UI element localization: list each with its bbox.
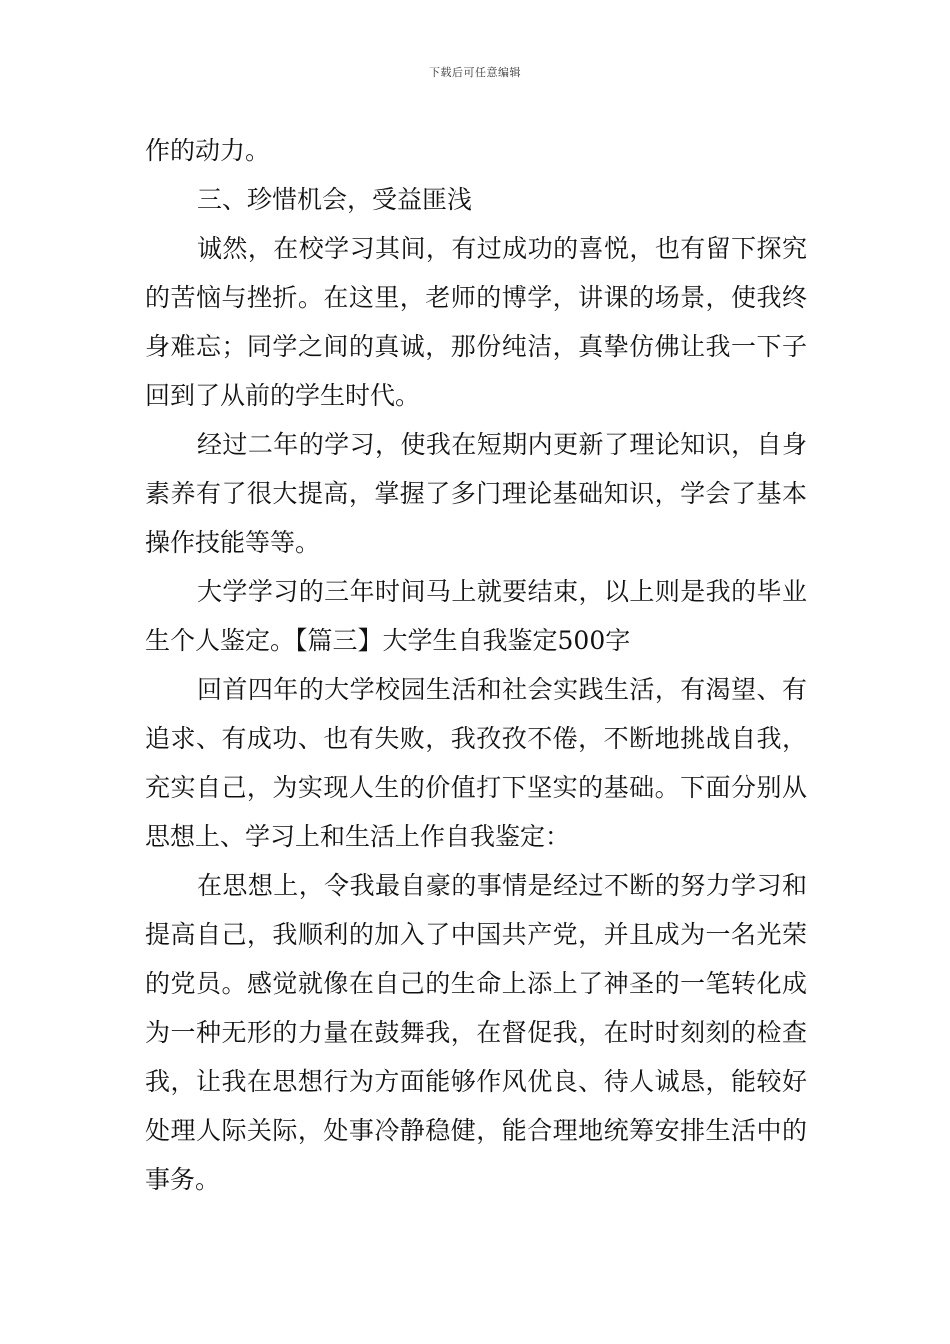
- page-header: 下载后可任意编辑: [429, 66, 521, 79]
- paragraph-2: 诚然，在校学习其间，有过成功的喜悦，也有留下探究的苦恼与挫折。在这里，老师的博学，讲课的场景，使我终身难忘；同学之间的真诚，那份纯洁，真挚仿佛让我一下子回到了从前的学生时代。: [145, 234, 807, 410]
- paragraph-6: 在思想上，令我最自豪的事情是经过不断的努力学习和提高自己，我顺利的加入了中国共产党，并且成为一名光荣的党员。感觉就像在自己的生命上添上了神圣的一笔转化成为一种无形的力量在鼓舞我，在督促我，在时时刻刻的检查我，让我在思想行为方面能够作风优良、待人诚恳，能较好处理人际关际，处事冷静稳健，能合理地统筹安排生活中的事务。: [145, 871, 807, 1194]
- document-body: [145, 126, 807, 1204]
- paragraph-1: 作的动力。: [145, 136, 271, 165]
- paragraph-5: 回首四年的大学校园生活和社会实践生活，有渴望、有追求、有成功、也有失败，我孜孜不倦，不断地挑战自我，充实自己，为实现人生的价值打下坚实的基础。下面分别从思想上、学习上和生活上作自我鉴定：: [145, 675, 807, 851]
- section-heading: 三、珍惜机会，受益匪浅: [197, 185, 473, 214]
- paragraph-3: 经过二年的学习，使我在短期内更新了理论知识，自身素养有了很大提高，掌握了多门理论基础知识，学会了基本操作技能等等。: [145, 430, 807, 557]
- paragraph-4: 大学学习的三年时间马上就要结束，以上则是我的毕业生个人鉴定。【篇三】大学生自我鉴定500字: [145, 577, 807, 655]
